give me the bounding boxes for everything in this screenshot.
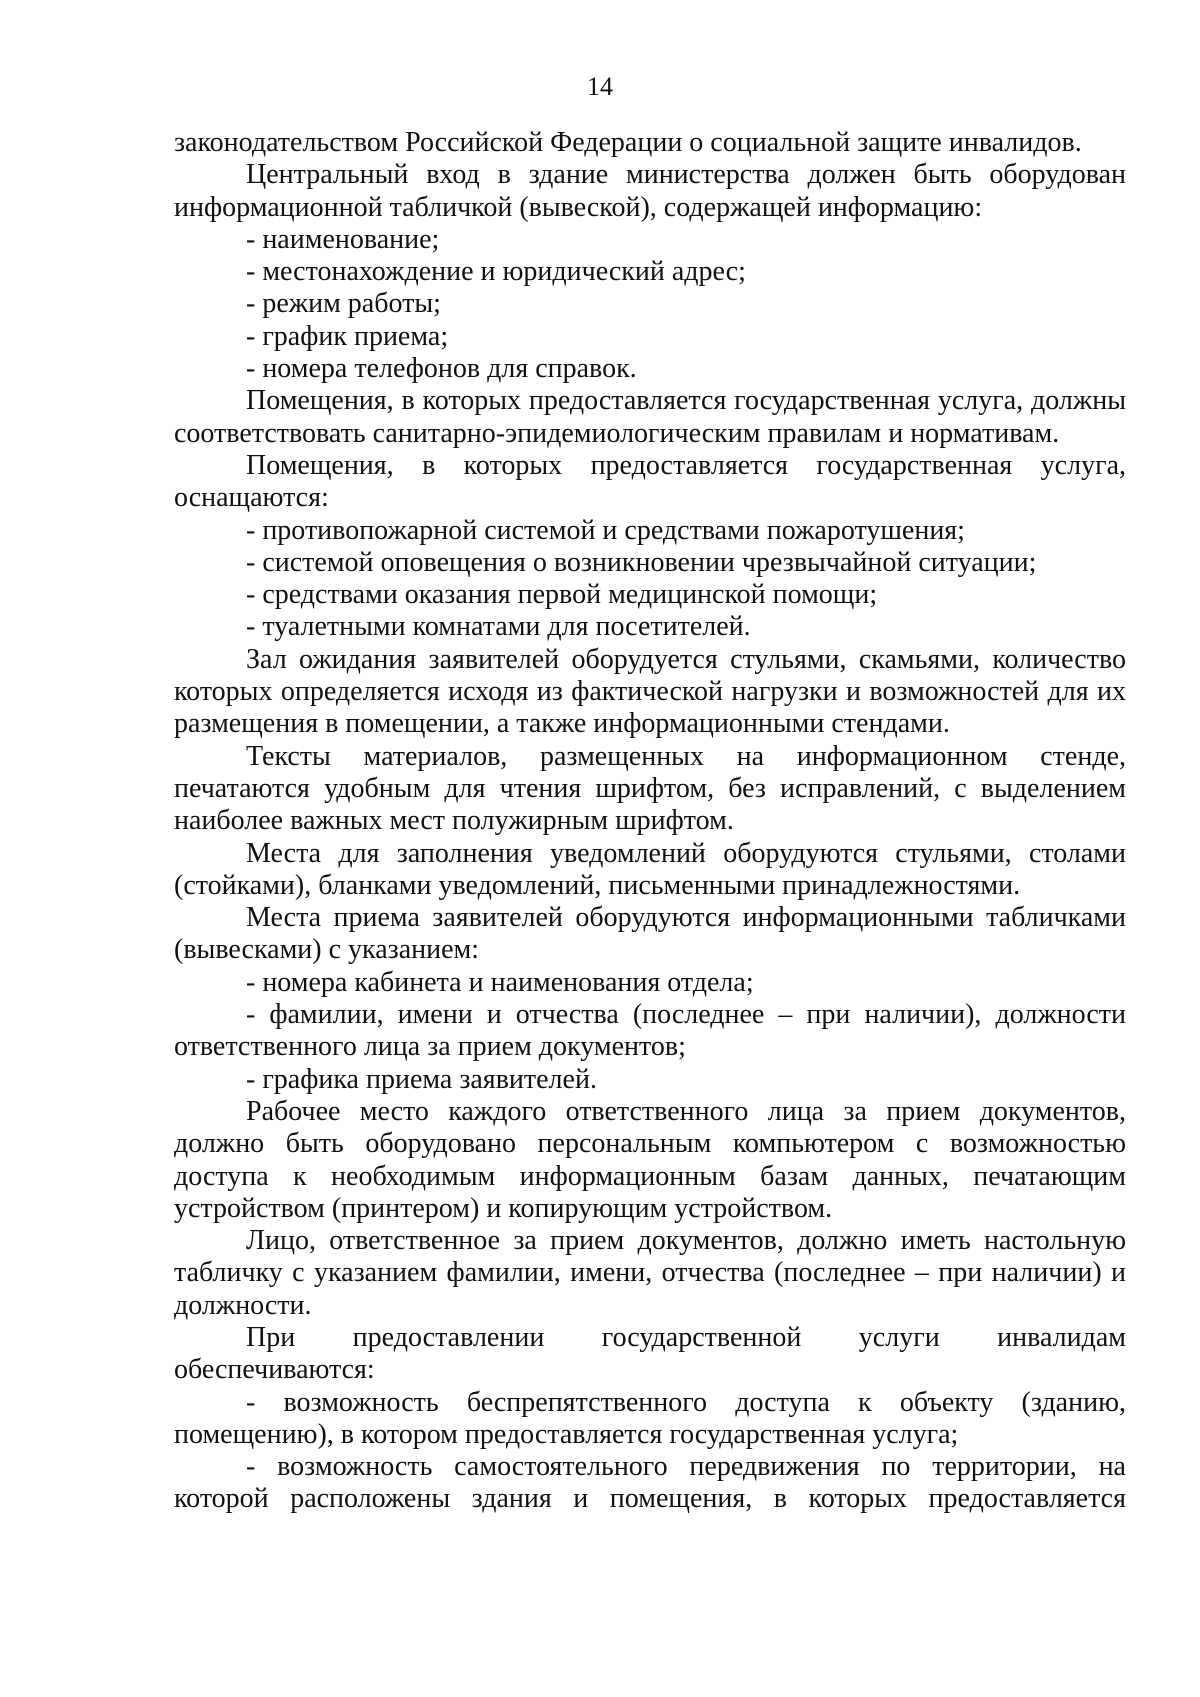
- list-item-responsible-person: - фамилии, имени и отчества (последнее – при наличии), должности ответственного лица за прием документов;: [174, 999, 1126, 1063]
- paragraph-desk-sign: Лицо, ответственное за прием документов, должно иметь настольную табличку с указанием фамилии, имени, отчества (последнее – при наличии) и должности.: [174, 1225, 1126, 1321]
- paragraph-stand-texts: Тексты материалов, размещенных на информационном стенде, печатаются удобным для чтения шрифтом, без исправлений, с выделением наиболее важных мест полужирным шрифтом.: [174, 740, 1126, 837]
- paragraph-equipment: Помещения, в которых предоставляется государственная услуга, оснащаются:: [174, 449, 1126, 514]
- list-item-independent-movement: - возможность самостоятельного передвижения по территории, на которой расположены здания и помещения, в которых предоставляется: [174, 1451, 1126, 1515]
- list-item-name: - наименование;: [246, 223, 440, 255]
- list-item-work-mode: - режим работы;: [246, 288, 441, 320]
- list-item-fire-system: - противопожарной системой и средствами пожаротушения;: [246, 514, 965, 546]
- paragraph-sanitary-rules: Помещения, в которых предоставляется государственная услуга, должны соответствовать санитарно-эпидемиологическим правилам и нормативам.: [174, 385, 1126, 449]
- list-item-office-number: - номера кабинета и наименования отдела;: [246, 966, 754, 998]
- paragraph-reception-places: Места приема заявителей оборудуются информационными табличками (вывесками) с указанием:: [174, 902, 1126, 966]
- list-item-unobstructed-access: - возможность беспрепятственного доступа к объекту (зданию, помещению), в котором предоставляется государственная услуга;: [174, 1386, 1126, 1450]
- list-item-restrooms: - туалетными комнатами для посетителей.: [246, 611, 751, 643]
- list-item-applicant-schedule: - графика приема заявителей.: [246, 1063, 597, 1095]
- list-item-location: - местонахождение и юридический адрес;: [246, 256, 746, 288]
- paragraph-entrance-sign: Центральный вход в здание министерства должен быть оборудован информационной табличкой (вывеской), содержащей информацию:: [174, 159, 1126, 223]
- page-number: 14: [587, 72, 613, 101]
- list-item-alert-system: - системой оповещения о возникновении чрезвычайной ситуации;: [246, 546, 1037, 578]
- list-item-phone-numbers: - номера телефонов для справок.: [246, 353, 637, 385]
- paragraph-form-places: Места для заполнения уведомлений оборудуются стульями, столами (стойками), бланками уведомлений, письменными принадлежностями.: [174, 837, 1126, 901]
- list-item-first-aid: - средствами оказания первой медицинской помощи;: [246, 579, 878, 611]
- list-item-reception-schedule: - график приема;: [246, 320, 449, 352]
- paragraph-disability-access: При предоставлении государственной услуги инвалидам обеспечиваются:: [174, 1321, 1126, 1386]
- document-body: [174, 127, 1126, 1516]
- paragraph-workplace: Рабочее место каждого ответственного лица за прием документов, должно быть оборудовано персональным компьютером с возможностью доступа к необходимым информационным базам данных, печатающим устройством (принтером) и копирующим устройством.: [174, 1095, 1126, 1224]
- paragraph-waiting-hall: Зал ожидания заявителей оборудуется стульями, скамьями, количество которых определяется исходя из фактической нагрузки и возможностей для их размещения в помещении, а также информационными стендами.: [174, 643, 1126, 740]
- paragraph-continuation: законодательством Российской Федерации о социальной защите инвалидов.: [174, 127, 1082, 158]
